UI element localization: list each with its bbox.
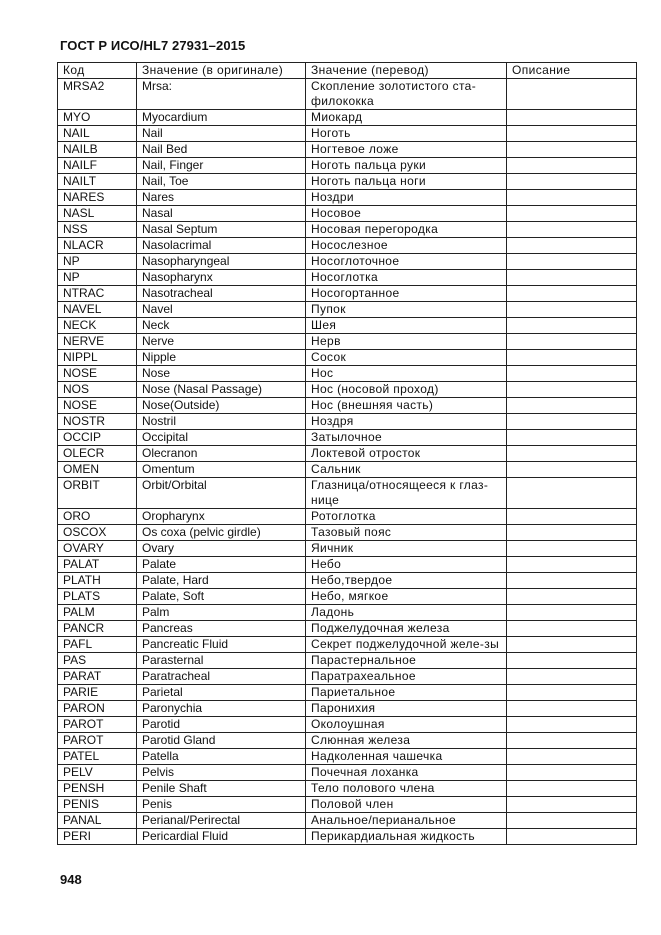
cell-code: PANCR [58,621,137,637]
cell-code: NLACR [58,238,137,254]
cell-description [507,621,637,637]
table-row [58,509,637,525]
cell-code: NAILT [58,174,137,190]
cell-code: NTRAC [58,286,137,302]
cell-translation: Тело полового члена [306,781,507,797]
cell-code: MYO [58,110,137,126]
cell-code: PAROT [58,733,137,749]
cell-original: Penis [137,797,306,813]
cell-translation: Носоглотка [306,270,507,286]
cell-translation: Паратрахеальное [306,669,507,685]
cell-original: Nasopharyngeal [137,254,306,270]
cell-code: ORBIT [58,478,137,509]
table-row [58,637,637,653]
cell-translation: Нос [306,366,507,382]
page-number: 948 [60,872,82,887]
cell-original: Palate [137,557,306,573]
table-row [58,302,637,318]
table-row [58,717,637,733]
cell-description [507,797,637,813]
table-row [58,685,637,701]
cell-original: Nail Bed [137,142,306,158]
table-row [58,238,637,254]
table-row [58,350,637,366]
table-row [58,813,637,829]
cell-original: Nipple [137,350,306,366]
cell-original: Nostril [137,414,306,430]
cell-code: PARON [58,701,137,717]
cell-description [507,142,637,158]
cell-original: Neck [137,318,306,334]
cell-original: Nasolacrimal [137,238,306,254]
cell-description [507,254,637,270]
cell-original: Nasal Septum [137,222,306,238]
cell-translation: Паронихия [306,701,507,717]
cell-translation: Миокард [306,110,507,126]
cell-code: PALAT [58,557,137,573]
table-row [58,190,637,206]
cell-description [507,685,637,701]
cell-description [507,222,637,238]
cell-original: Parietal [137,685,306,701]
cell-translation: Париетальное [306,685,507,701]
cell-translation: Ноздри [306,190,507,206]
cell-translation: Локтевой отросток [306,446,507,462]
table-row [58,270,637,286]
cell-description [507,79,637,110]
cell-translation: Носослезное [306,238,507,254]
cell-code: PAFL [58,637,137,653]
cell-code: NECK [58,318,137,334]
table-row [58,430,637,446]
cell-translation: Небо, мягкое [306,589,507,605]
cell-original: Nares [137,190,306,206]
cell-description [507,509,637,525]
cell-original: Nasal [137,206,306,222]
cell-original: Parasternal [137,653,306,669]
cell-description [507,557,637,573]
table-row [58,765,637,781]
cell-code: PAROT [58,717,137,733]
cell-translation: Небо,твердое [306,573,507,589]
cell-original: Pancreas [137,621,306,637]
cell-translation: Глазница/относящееся к глаз-нице [306,478,507,509]
table-body [58,79,637,845]
cell-original: Pancreatic Fluid [137,637,306,653]
cell-code: OCCIP [58,430,137,446]
cell-description [507,781,637,797]
cell-description [507,158,637,174]
cell-translation: Носогортанное [306,286,507,302]
cell-description [507,653,637,669]
cell-code: NARES [58,190,137,206]
column-header-original: Значение (в оригинале) [137,63,306,79]
cell-original: Nose(Outside) [137,398,306,414]
cell-original: Paronychia [137,701,306,717]
cell-original: Orbit/Orbital [137,478,306,509]
cell-translation: Нос (носовой проход) [306,382,507,398]
cell-description [507,190,637,206]
cell-description [507,813,637,829]
cell-code: PELV [58,765,137,781]
table-row [58,254,637,270]
cell-original: Paratracheal [137,669,306,685]
cell-original: Omentum [137,462,306,478]
cell-original: Oropharynx [137,509,306,525]
cell-code: NOSTR [58,414,137,430]
cell-original: Nasotracheal [137,286,306,302]
cell-original: Parotid Gland [137,733,306,749]
table-row [58,174,637,190]
cell-original: Penile Shaft [137,781,306,797]
cell-translation: Сосок [306,350,507,366]
cell-code: PLATS [58,589,137,605]
cell-original: Nail, Finger [137,158,306,174]
cell-translation: Небо [306,557,507,573]
cell-translation: Парастернальное [306,653,507,669]
cell-translation: Ротоглотка [306,509,507,525]
cell-description [507,350,637,366]
cell-description [507,701,637,717]
table-row [58,749,637,765]
table-row [58,462,637,478]
cell-original: Ovary [137,541,306,557]
cell-description [507,829,637,845]
table-row [58,222,637,238]
table-row [58,829,637,845]
cell-original: Palate, Soft [137,589,306,605]
cell-code: OSCOX [58,525,137,541]
table-row [58,382,637,398]
cell-description [507,366,637,382]
cell-original: Parotid [137,717,306,733]
cell-original: Myocardium [137,110,306,126]
cell-translation: Ноготь пальца руки [306,158,507,174]
cell-description [507,430,637,446]
cell-original: Occipital [137,430,306,446]
cell-description [507,174,637,190]
cell-description [507,398,637,414]
body-site-code-table [57,62,637,845]
cell-description [507,318,637,334]
cell-original: Pelvis [137,765,306,781]
cell-translation: Надколенная чашечка [306,749,507,765]
table-row [58,79,637,110]
cell-description [507,382,637,398]
cell-original: Palate, Hard [137,573,306,589]
cell-code: NERVE [58,334,137,350]
cell-original: Nose (Nasal Passage) [137,382,306,398]
cell-translation: Ладонь [306,605,507,621]
cell-translation: Поджелудочная железа [306,621,507,637]
cell-translation: Анальное/перианальное [306,813,507,829]
cell-code: PATEL [58,749,137,765]
cell-translation: Носовое [306,206,507,222]
cell-original: Patella [137,749,306,765]
cell-translation: Секрет поджелудочной желе-зы [306,637,507,653]
table-row [58,525,637,541]
table-row [58,701,637,717]
cell-original: Nerve [137,334,306,350]
cell-translation: Почечная лоханка [306,765,507,781]
cell-code: ORO [58,509,137,525]
cell-code: NIPPL [58,350,137,366]
table-row [58,653,637,669]
column-header-translation: Значение (перевод) [306,63,507,79]
cell-code: PALM [58,605,137,621]
cell-code: OMEN [58,462,137,478]
cell-original: Nail [137,126,306,142]
table-row [58,126,637,142]
cell-description [507,589,637,605]
cell-description [507,334,637,350]
cell-description [507,749,637,765]
table-row [58,669,637,685]
cell-translation: Нос (внешняя часть) [306,398,507,414]
table-row [58,733,637,749]
cell-code: PARAT [58,669,137,685]
table-row [58,446,637,462]
cell-description [507,573,637,589]
table-row [58,398,637,414]
cell-code: NAVEL [58,302,137,318]
cell-code: NSS [58,222,137,238]
cell-translation: Слюнная железа [306,733,507,749]
cell-code: NAILB [58,142,137,158]
cell-translation: Половой член [306,797,507,813]
cell-translation: Шея [306,318,507,334]
table-row [58,286,637,302]
cell-original: Pericardial Fluid [137,829,306,845]
table-row [58,781,637,797]
cell-code: OLECR [58,446,137,462]
column-header-code: Код [58,63,137,79]
table-row [58,414,637,430]
cell-translation: Скопление золотистого ста-филококка [306,79,507,110]
cell-description [507,414,637,430]
table-header-row [58,63,637,79]
table-row [58,589,637,605]
cell-original: Palm [137,605,306,621]
cell-description [507,446,637,462]
document-header: ГОСТ Р ИСО/HL7 27931–2015 [60,38,246,53]
cell-translation: Носовая перегородка [306,222,507,238]
cell-description [507,302,637,318]
cell-description [507,717,637,733]
cell-description [507,525,637,541]
cell-translation: Ногтевое ложе [306,142,507,158]
cell-code: NAILF [58,158,137,174]
cell-description [507,238,637,254]
table-row [58,318,637,334]
cell-code: NOSE [58,366,137,382]
cell-description [507,270,637,286]
cell-description [507,605,637,621]
cell-translation: Тазовый пояс [306,525,507,541]
cell-code: PAS [58,653,137,669]
table-row [58,110,637,126]
cell-code: NOSE [58,398,137,414]
cell-code: NOS [58,382,137,398]
cell-description [507,669,637,685]
cell-description [507,462,637,478]
cell-code: PENSH [58,781,137,797]
table-row [58,605,637,621]
cell-description [507,765,637,781]
table-row [58,334,637,350]
cell-code: PENIS [58,797,137,813]
cell-description [507,478,637,509]
cell-original: Perianal/Perirectal [137,813,306,829]
cell-code: NP [58,270,137,286]
cell-description [507,286,637,302]
cell-description [507,541,637,557]
cell-translation: Пупок [306,302,507,318]
cell-code: PANAL [58,813,137,829]
table-row [58,541,637,557]
cell-description [507,733,637,749]
cell-code: NASL [58,206,137,222]
column-header-description: Описание [507,63,637,79]
table-row [58,557,637,573]
cell-translation: Затылочное [306,430,507,446]
table-row [58,142,637,158]
cell-code: PARIE [58,685,137,701]
cell-description [507,110,637,126]
cell-code: PERI [58,829,137,845]
cell-translation: Ноготь пальца ноги [306,174,507,190]
cell-translation: Перикардиальная жидкость [306,829,507,845]
cell-original: Os coxa (pelvic girdle) [137,525,306,541]
cell-translation: Ноздря [306,414,507,430]
cell-translation: Ноготь [306,126,507,142]
cell-original: Navel [137,302,306,318]
cell-original: Nail, Toe [137,174,306,190]
cell-translation: Носоглоточное [306,254,507,270]
cell-original: Olecranon [137,446,306,462]
cell-code: PLATH [58,573,137,589]
cell-code: NAIL [58,126,137,142]
table-row [58,797,637,813]
cell-code: MRSA2 [58,79,137,110]
cell-original: Nasopharynx [137,270,306,286]
cell-translation: Околоушная [306,717,507,733]
cell-translation: Сальник [306,462,507,478]
table-row [58,206,637,222]
cell-description [507,126,637,142]
cell-original: Nose [137,366,306,382]
table-row [58,478,637,509]
cell-code: OVARY [58,541,137,557]
table-row [58,621,637,637]
cell-translation: Яичник [306,541,507,557]
table-row [58,366,637,382]
cell-translation: Нерв [306,334,507,350]
table-row [58,573,637,589]
cell-description [507,206,637,222]
cell-description [507,637,637,653]
table-row [58,158,637,174]
cell-original: Mrsa: [137,79,306,110]
cell-code: NP [58,254,137,270]
